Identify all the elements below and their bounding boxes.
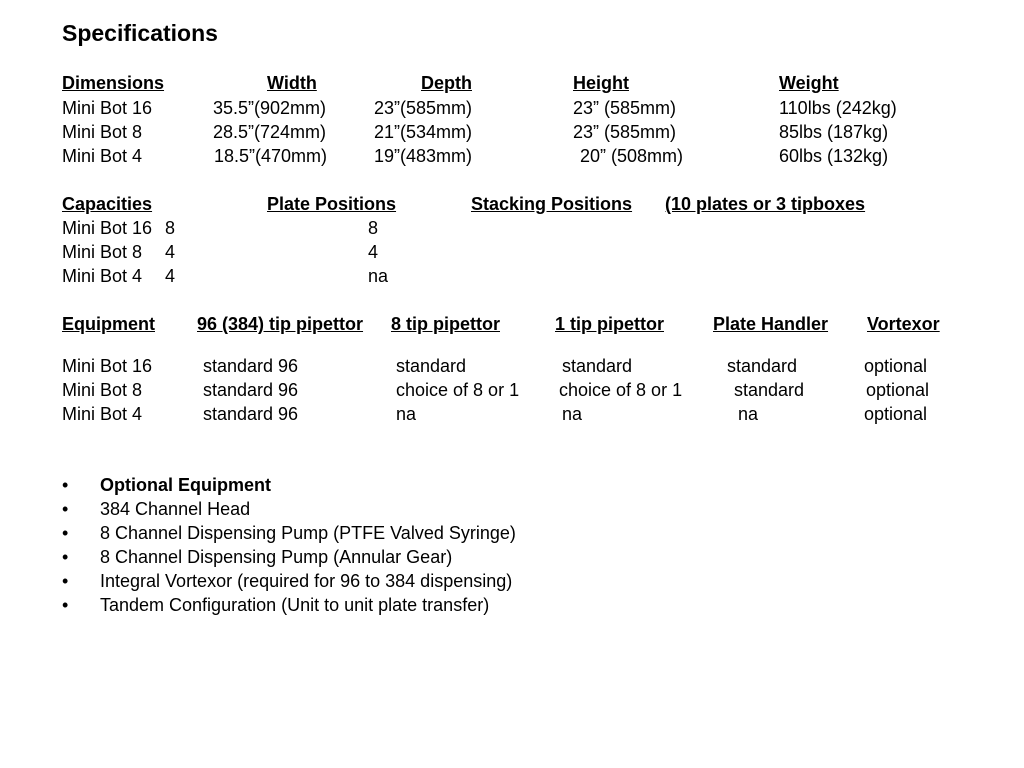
- table-cell: optional: [864, 404, 928, 424]
- table-cell: standard 96: [203, 356, 299, 376]
- vortexor-header: Vortexor: [867, 314, 940, 334]
- table-cell: Mini Bot 4: [62, 266, 143, 286]
- table-cell: Mini Bot 8: [62, 380, 143, 400]
- table-cell: standard 96: [203, 380, 299, 400]
- table-cell: standard 96: [203, 404, 299, 424]
- table-cell: standard: [734, 380, 805, 400]
- bullet-icon: •: [62, 475, 69, 495]
- table-cell: na: [396, 404, 417, 424]
- table-cell: optional: [864, 356, 928, 376]
- list-item-text: Tandem Configuration (Unit to unit plate transfer): [100, 595, 490, 615]
- table-cell: 19”(483mm): [374, 146, 473, 166]
- dimensions-header: Dimensions: [62, 73, 165, 93]
- table-cell: standard: [396, 356, 467, 376]
- table-cell: choice of 8 or 1: [396, 380, 520, 400]
- pipettor-8-header: 8 tip pipettor: [391, 314, 500, 334]
- table-cell: 4: [165, 242, 176, 262]
- table-cell: standard: [727, 356, 798, 376]
- table-cell: standard: [562, 356, 633, 376]
- depth-header: Depth: [421, 73, 472, 93]
- list-item-text: Integral Vortexor (required for 96 to 384 dispensing): [100, 571, 513, 591]
- table-cell: 60lbs (132kg): [779, 146, 889, 166]
- table-cell: 4: [368, 242, 379, 262]
- optional-equipment-heading: Optional Equipment: [100, 475, 271, 495]
- table-cell: Mini Bot 4: [62, 404, 143, 424]
- list-item-text: 8 Channel Dispensing Pump (Annular Gear): [100, 547, 453, 567]
- table-cell: 110lbs (242kg): [779, 98, 897, 118]
- table-cell: choice of 8 or 1: [559, 380, 683, 400]
- page-title: Specifications: [62, 20, 218, 46]
- table-cell: 85lbs (187kg): [779, 122, 889, 142]
- table-cell: na: [738, 404, 759, 424]
- bullet-icon: •: [62, 523, 69, 543]
- bullet-icon: •: [62, 595, 69, 615]
- table-cell: 23” (585mm): [573, 122, 677, 142]
- table-cell: 4: [165, 266, 176, 286]
- pipettor-96-header: 96 (384) tip pipettor: [197, 314, 364, 334]
- bullet-icon: •: [62, 547, 69, 567]
- capacities-header: Capacities: [62, 194, 153, 214]
- plate-positions-header: Plate Positions: [267, 194, 397, 214]
- table-cell: 21”(534mm): [374, 122, 473, 142]
- table-cell: na: [562, 404, 583, 424]
- table-cell: 8: [165, 218, 176, 238]
- width-header: Width: [267, 73, 317, 93]
- list-item-text: 8 Channel Dispensing Pump (PTFE Valved Syringe): [100, 523, 516, 543]
- stacking-note-header: (10 plates or 3 tipboxes: [665, 194, 866, 214]
- bullet-icon: •: [62, 571, 69, 591]
- table-cell: 23”(585mm): [374, 98, 473, 118]
- table-cell: 20” (508mm): [580, 146, 684, 166]
- pipettor-1-header: 1 tip pipettor: [555, 314, 664, 334]
- table-cell: 8: [368, 218, 379, 238]
- table-cell: 23” (585mm): [573, 98, 677, 118]
- height-header: Height: [573, 73, 629, 93]
- bullet-icon: •: [62, 499, 69, 519]
- table-cell: 18.5”(470mm): [214, 146, 328, 166]
- table-cell: Mini Bot 8: [62, 242, 143, 262]
- weight-header: Weight: [779, 73, 839, 93]
- stacking-positions-header: Stacking Positions: [471, 194, 633, 214]
- table-cell: Mini Bot 16: [62, 356, 153, 376]
- table-cell: 35.5”(902mm): [213, 98, 327, 118]
- table-cell: optional: [866, 380, 930, 400]
- table-cell: na: [368, 266, 389, 286]
- equipment-header: Equipment: [62, 314, 155, 334]
- table-cell: Mini Bot 16: [62, 218, 153, 238]
- table-cell: Mini Bot 8: [62, 122, 143, 142]
- list-item-text: 384 Channel Head: [100, 499, 251, 519]
- plate-handler-header: Plate Handler: [713, 314, 829, 334]
- table-cell: Mini Bot 4: [62, 146, 143, 166]
- table-cell: Mini Bot 16: [62, 98, 153, 118]
- table-cell: 28.5”(724mm): [213, 122, 327, 142]
